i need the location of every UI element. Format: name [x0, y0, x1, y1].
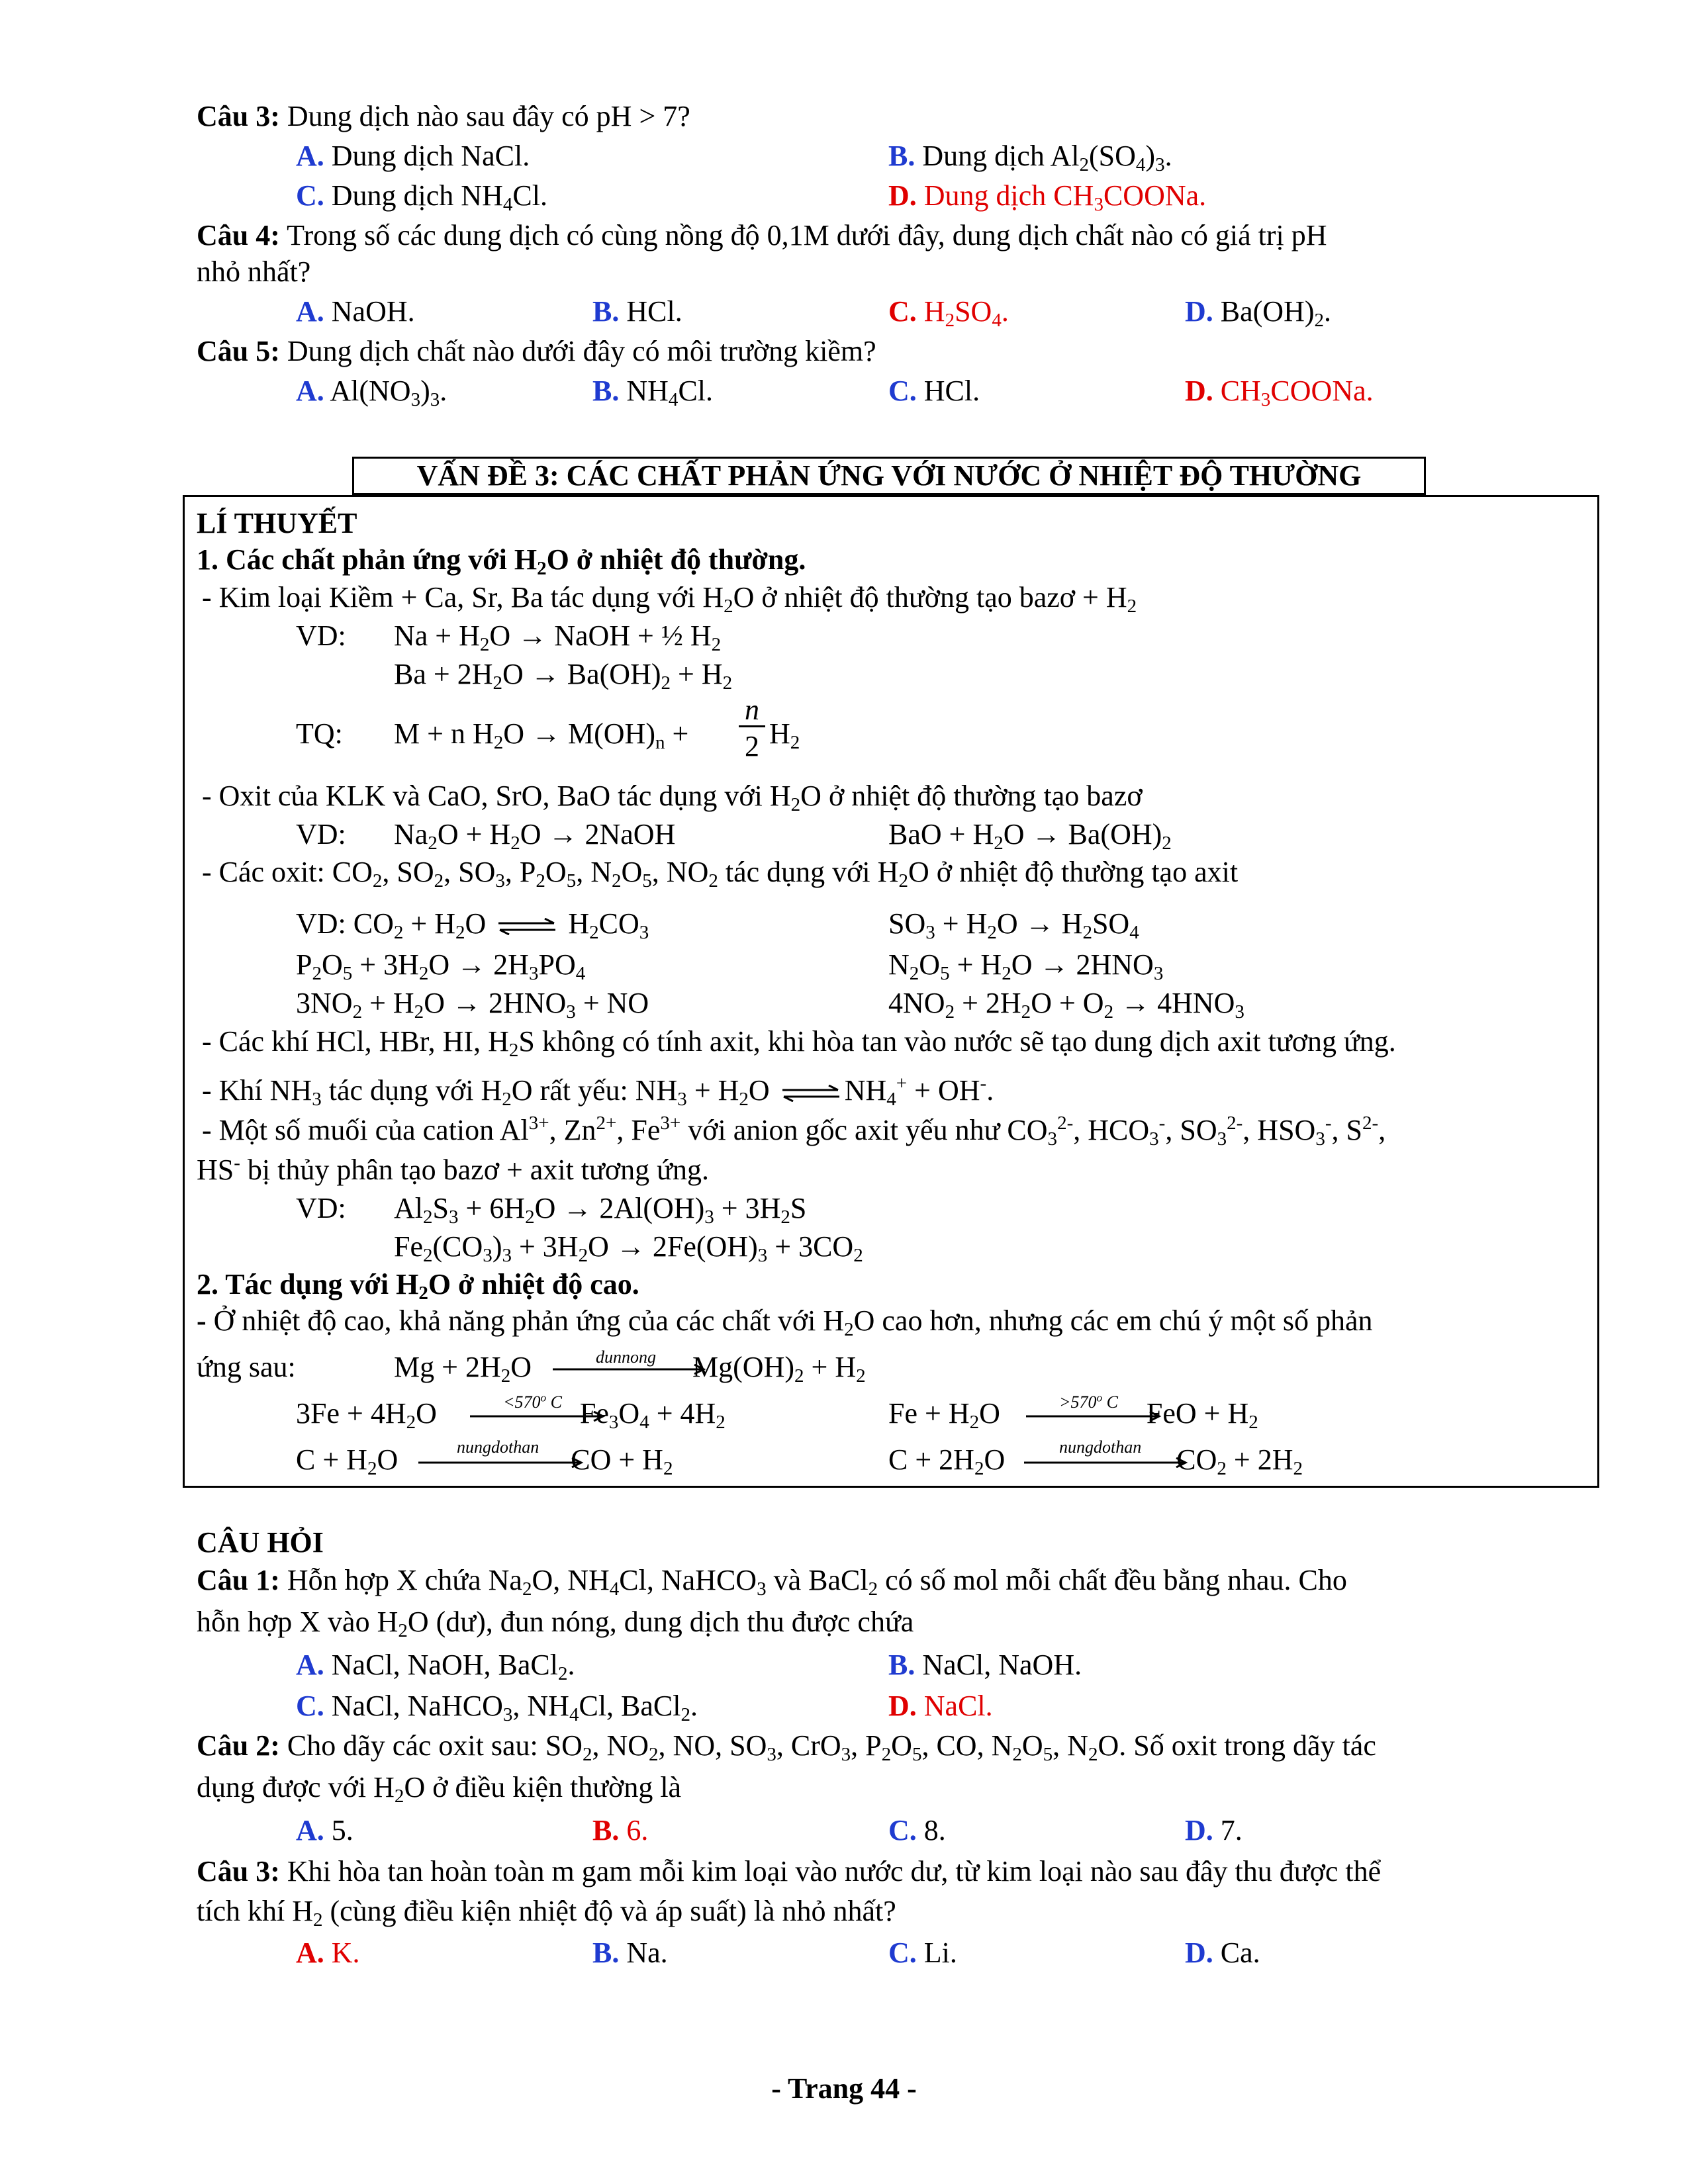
top-q4-stem2: nhỏ nhất? — [197, 255, 311, 288]
q2-opt-a: A. 5. — [296, 1814, 353, 1846]
top-q5-opt-c: C. HCl. — [888, 375, 980, 407]
eq-na-h2o: $Na + H_2O$ → NaOH + ½ $H_2$ — [394, 619, 722, 656]
q1-opt-c: C. NaCl, NaHCO$_3$, $NH_4Cl$, BaCl$_2$. — [296, 1690, 698, 1726]
eq-4no2: $4NO_2 + 2H_2O + O_2 \to 4HNO_3$ — [888, 987, 1244, 1023]
eq-general-h2: $H_2$ — [769, 717, 800, 754]
top-q4-opt-a: A. NaOH. — [296, 295, 415, 328]
theory-line-muoi-2: HS- bị thủy phân tạo bazơ + axit tương ứng. — [197, 1152, 709, 1186]
tq-label: TQ: — [296, 717, 343, 750]
q2-stem: Câu 2: Cho dãy các oxit sau: $SO_2$, $NO_2$, NO, $SO_3$, CrO$_3$, $P_2O_5$, CO, $N_2O_5$, $N_2O$. Số oxit trong dãy tác — [197, 1729, 1376, 1766]
eq-fe-gt570: $Fe + H_2O$ FeO + $H_2$ — [888, 1397, 1258, 1433]
q2-stem-2: dụng được với $H_2O$ ở điều kiện thường là — [197, 1771, 682, 1807]
reaction-arrow-icon — [1024, 1457, 1188, 1468]
q1-opt-d: D. NaCl. — [888, 1690, 993, 1722]
fraction-n-over-2: $\frac{n}{2}$ — [739, 695, 765, 766]
vd-label-3: VD: — [296, 1192, 346, 1224]
top-q4-stem: Câu 4: Trong số các dung dịch có cùng nồng độ 0,1M dưới đây, dung dịch chất nào có giá trị pH — [197, 219, 1327, 251]
reaction-arrow-icon — [1026, 1411, 1162, 1422]
reaction-arrow-icon — [418, 1457, 584, 1468]
reaction-arrow-icon — [470, 1411, 606, 1422]
question-label: Câu 3: — [197, 100, 280, 132]
condition-label: $<570^o$ C — [503, 1391, 562, 1412]
eq-c-h2o: $C + H_2O$ CO + $H_2$ — [296, 1443, 673, 1480]
theory-heading: LÍ THUYẾT — [197, 507, 357, 539]
q3-opt-a: A. K. — [296, 1936, 360, 1969]
q1-stem-2: hỗn hợp X vào $H_2O$ (dư), đun nóng, dung dịch thu được chứa — [197, 1606, 914, 1642]
q2-opt-d: D. 7. — [1185, 1814, 1243, 1846]
top-q5-opt-b: B. $NH_4Cl$. — [592, 375, 714, 411]
top-q5-opt-d: D. $CH_3COONa$. — [1185, 375, 1374, 411]
vd-label-2: VD: — [296, 818, 346, 850]
condition-label: nungdothan — [1059, 1437, 1142, 1457]
top-q3-opt-c: C. Dung dịch $NH_4Cl$. — [296, 179, 547, 216]
vd-label: VD: — [296, 619, 346, 652]
eq-mg: $Mg + 2H_2O$ $Mg(OH)_2 + H_2$ — [394, 1351, 866, 1387]
section-title: VẤN ĐỀ 3: CÁC CHẤT PHẢN ỨNG VỚI NƯỚC Ở NHIỆT ĐỘ THƯỜNG — [352, 457, 1426, 495]
theory-part1-title: 1. Các chất phản ứng với $H_2O$ ở nhiệt độ thường. — [197, 543, 806, 580]
eq-p2o5: $P_2O_5 + 3H_2O \to 2H_3PO_4$ — [296, 948, 586, 985]
q3-opt-b: B. Na. — [592, 1936, 668, 1969]
theory-line-nhiet-do-cao: - Ở nhiệt độ cao, khả năng phản ứng của các chất với $H_2O$ cao hơn, nhưng các em chú ý một số phản — [197, 1304, 1373, 1341]
eq-fe-lt570: $3Fe + 4H_2O$ $Fe_3O_4 + 4H_2$ — [296, 1397, 726, 1433]
theory-line-ung-sau: ứng sau: — [197, 1351, 296, 1383]
theory-line-muoi: - Một số muối của cation $Al^{3+}$, $Zn^{2+}$, $Fe^{3+}$ với anion gốc axit yếu như $CO_3^{2-}$, $HCO_3^-$, $SO_3^{2-}$, $HSO_3^-$, $S^{2-}$, — [202, 1113, 1386, 1150]
q1-stem: Câu 1: Hỗn hợp X chứa $Na_2O$, $NH_4Cl$, NaHCO$_3$ và BaCl$_2$ có số mol mỗi chất đều bằng nhau. Cho — [197, 1564, 1347, 1600]
theory-line-kim-loai: - Kim loại Kiềm + Ca, Sr, Ba tác dụng với $H_2O$ ở nhiệt độ thường tạo bazơ + $H_2$ — [202, 581, 1137, 617]
eq-co2: VD: $CO_2 + H_2O$ $H_2CO_3$ — [296, 907, 649, 944]
theory-line-khi-axit: - Các khí HCl, HBr, HI, $H_2S$ không có tính axit, khi hòa tan vào nước sẽ tạo dung dịch axit tương ứng. — [202, 1025, 1396, 1062]
q3-opt-c: C. Li. — [888, 1936, 957, 1969]
eq-ba-h2o: $Ba + 2H_2O \to Ba(OH)_2 + H_2$ — [394, 658, 733, 694]
eq-n2o5: $N_2O_5 + H_2O \to 2HNO_3$ — [888, 948, 1164, 985]
eq-al2s3: $Al_2S_3 + 6H_2O \to 2Al(OH)_3 + 3H_2S$ — [394, 1192, 807, 1228]
q3-stem-2: tích khí $H_2$ (cùng điều kiện nhiệt độ và áp suất) là nhỏ nhất? — [197, 1895, 896, 1931]
theory-line-oxit-klk: - Oxit của KLK và CaO, SrO, BaO tác dụng với $H_2O$ ở nhiệt độ thường tạo bazơ — [202, 780, 1143, 816]
theory-line-oxit-axit: - Các oxit: $CO_2$, $SO_2$, $SO_3$, $P_2O_5$, $N_2O_5$, $NO_2$ tác dụng với $H_2O$ ở nhiệt độ thường tạo axit — [202, 856, 1239, 892]
eq-fe2co3: $Fe_2(CO_3)_3 + 3H_2O \to 2Fe(OH)_3 + 3CO_2$ — [394, 1230, 863, 1267]
eq-na2o: $Na_2O + H_2O$ → 2NaOH — [394, 818, 676, 854]
top-q3-opt-b: B. Dung dịch $Al_2(SO_4)_3$. — [888, 140, 1172, 176]
eq-so3: $SO_3 + H_2O \to H_2SO_4$ — [888, 907, 1139, 944]
top-q3-stem: Câu 3: Dung dịch nào sau đây có pH > 7? — [197, 100, 690, 132]
q3-opt-d: D. Ca. — [1185, 1936, 1260, 1969]
top-q3-opt-d: D. Dung dịch $CH_3COONa$. — [888, 179, 1207, 216]
equilibrium-arrow-icon — [497, 918, 557, 935]
top-q5-opt-a: A. $Al(NO_3)_3$. — [296, 375, 447, 411]
q3-stem: Câu 3: Khi hòa tan hoàn toàn m gam mỗi kim loại vào nước dư, từ kim loại nào sau đây thu được thể — [197, 1855, 1382, 1888]
eq-c-2h2o: $C + 2H_2O$ $CO_2 + 2H_2$ — [888, 1443, 1303, 1480]
theory-part2-title: 2. Tác dụng với $H_2O$ ở nhiệt độ cao. — [197, 1268, 639, 1304]
q2-opt-c: C. 8. — [888, 1814, 946, 1846]
condition-label: $>570^o$ C — [1059, 1391, 1118, 1412]
eq-bao: BaO + $H_2O \to Ba(OH)_2$ — [888, 818, 1172, 854]
equilibrium-arrow-icon — [781, 1085, 841, 1102]
top-q4-opt-d: D. $Ba(OH)_2$. — [1185, 295, 1332, 332]
eq-3no2: $3NO_2 + H_2O \to 2HNO_3$ + NO — [296, 987, 649, 1023]
top-q4-opt-c: C. $H_2SO_4$. — [888, 295, 1009, 332]
q1-opt-b: B. NaCl, NaOH. — [888, 1649, 1082, 1681]
top-q4-opt-b: B. HCl. — [592, 295, 682, 328]
top-q3-row1: A. Dung dịch NaCl. — [296, 140, 530, 172]
q2-opt-b: B. 6. — [592, 1814, 649, 1846]
condition-label: dunnong — [596, 1347, 656, 1367]
questions-heading: CÂU HỎI — [197, 1526, 324, 1559]
theory-line-nh3: - Khí $NH_3$ tác dụng với $H_2O$ rất yếu: $NH_3 + H_2O$ $NH_4^+ + OH^-$. — [202, 1073, 994, 1111]
top-q5-stem: Câu 5: Dung dịch chất nào dưới đây có môi trường kiềm? — [197, 335, 876, 367]
condition-label: nungdothan — [457, 1437, 539, 1457]
eq-general: M + n $H_2O \to M(OH)_n$ + — [394, 717, 689, 754]
q1-opt-a: A. NaCl, NaOH, BaCl$_2$. — [296, 1649, 575, 1685]
page-footer: - Trang 44 - — [771, 2072, 917, 2105]
